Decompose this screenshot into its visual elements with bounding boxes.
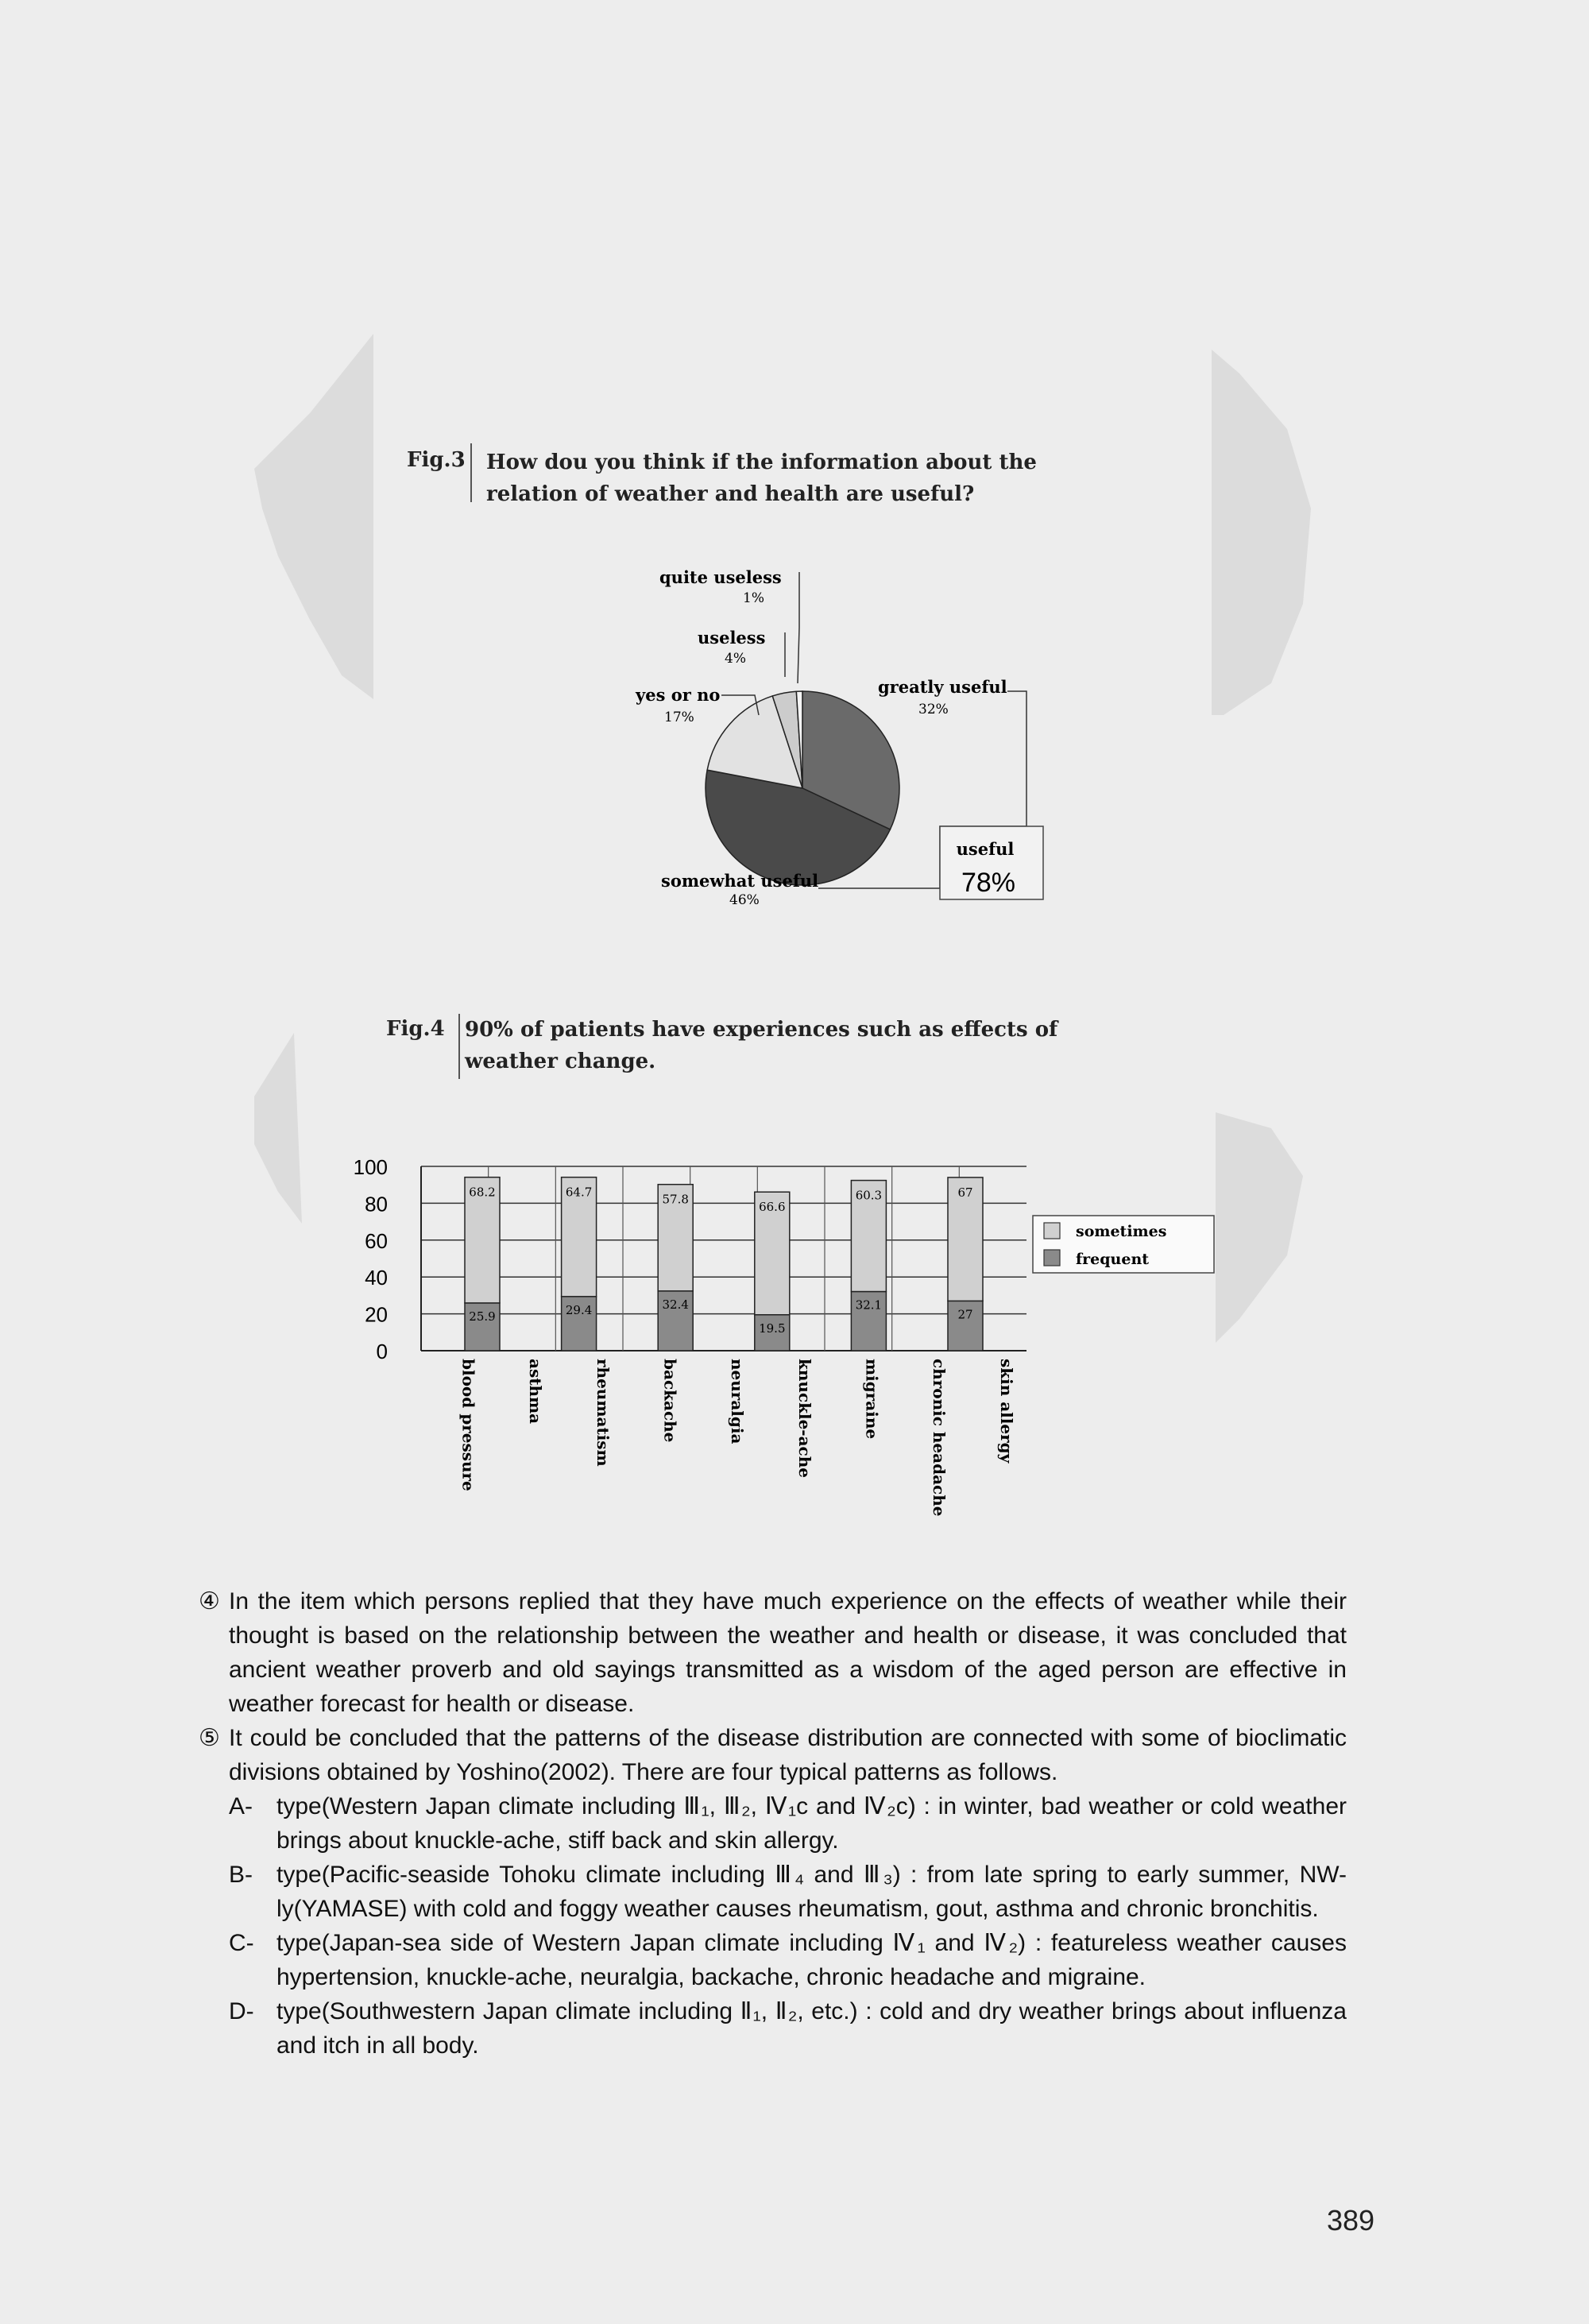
legend-swatch-frequent [1044,1250,1060,1266]
category-label-asthma: asthma [526,1359,546,1425]
ytick-label-60: 60 [365,1228,388,1253]
pattern-a-text: type(Western Japan climate including Ⅲ₁, Ⅲ₂, Ⅳ₁c and Ⅳ₂c) : in winter, bad weather or cold weather brings about knuckle-ache, stiff back and skin allergy. [276,1793,1347,1854]
fig3-title-line1: How dou you think if the information about the [486,450,1037,474]
pattern-a [199,1789,1347,1858]
bar-label-sometimes: 67 [957,1185,973,1200]
useful-summary-label: useful [956,839,1015,859]
conclusion-item-5 [199,1721,1347,1789]
pattern-b-text: type(Pacific-seaside Tohoku climate including Ⅲ₄ and Ⅲ₃) : from late spring to early summer, NW-ly(YAMASE) with cold and foggy weather causes rheumatism, gout, asthma and chronic bronchitis. [276,1862,1347,1922]
ytick-label-40: 40 [365,1266,388,1290]
fig4-title-line1: 90% of patients have experiences such as effects of [465,1018,1058,1042]
legend-label-sometimes: sometimes [1076,1223,1167,1240]
category-label-rheumatism: rheumatism [593,1359,613,1467]
bar-label-sometimes: 57.8 [662,1192,689,1207]
useful-summary-value: 78% [961,868,1016,898]
ytick-label-100: 100 [353,1155,388,1179]
item4-text: In the item which persons replied that they have much experience on the effects of weather while their thought is based on the relationship between the weather and health or disease, it was concluded that ancient weather proverb and old sayings transmitted as a wisdom of the aged person are effective in weather forecast for health or disease. [229,1588,1347,1717]
ytick-label-0: 0 [376,1340,388,1363]
pattern-d-text: type(Southwestern Japan climate including Ⅱ₁, Ⅱ₂, etc.) : cold and dry weather brings about influenza and itch in all body. [276,1998,1347,2059]
pie-label-yes-or-no: yes or no [636,685,721,705]
pattern-c-label: C- [229,1930,254,1956]
category-label-chronic-headache: chronic headache [930,1359,949,1517]
legend-label-frequent: frequent [1076,1251,1150,1268]
legend-swatch-sometimes [1044,1223,1060,1239]
pattern-c-text: type(Japan-sea side of Western Japan climate including Ⅳ₁ and Ⅳ₂) : featureless weather causes hypertension, knuckle-ache, neuralgia, backache, chronic headache and migraine. [276,1930,1347,1990]
pattern-a-label: A- [229,1793,253,1819]
pie-label-quite-useless: quite useless [659,567,782,587]
pie-pct-quite-useless: 1% [743,590,764,606]
bar-label-frequent: 25.9 [469,1309,496,1324]
pie-pct-useless: 4% [725,651,746,667]
category-label-knuckle-ache: knuckle-ache [794,1359,814,1478]
bar-label-sometimes: 64.7 [565,1185,593,1200]
pie-pct-yes-or-no: 17% [664,710,694,725]
bar-label-frequent: 27 [957,1307,973,1322]
pattern-b [199,1858,1347,1926]
item5-text: It could be concluded that the patterns of the disease distribution are connected with some of bioclimatic divisions obtained by Yoshino(2002). There are four typical patterns as follows. [229,1725,1347,1785]
bar-label-frequent: 32.4 [662,1297,689,1312]
item4-marker: ④ [199,1588,220,1614]
pattern-b-label: B- [229,1862,253,1888]
pattern-d-label: D- [229,1998,254,2024]
pie-label-useless: useless [698,628,766,648]
fig3-label: Fig.3 [407,448,466,472]
pie-label-somewhat-useful: somewhat useful [661,871,819,891]
category-label-backache: backache [660,1359,680,1443]
page-number: 389 [1327,2204,1375,2237]
bar-label-sometimes: 66.6 [759,1200,786,1215]
category-label-migraine: migraine [862,1359,882,1440]
bar-label-frequent: 19.5 [759,1321,786,1336]
pattern-d [199,1994,1347,2063]
ytick-label-20: 20 [365,1302,388,1327]
bar-label-frequent: 32.1 [855,1297,883,1313]
fig4-label: Fig.4 [386,1017,445,1041]
bar-label-frequent: 29.4 [565,1302,593,1317]
category-label-neuralgia: neuralgia [728,1359,748,1444]
pie-pct-somewhat-useful: 46% [729,892,760,908]
fig4-title-line2: weather change. [465,1050,656,1073]
bar-label-sometimes: 68.2 [469,1185,496,1200]
conclusion-item-4 [199,1584,1347,1721]
pattern-c [199,1926,1347,1994]
pie-pct-greatly-useful: 32% [918,702,949,717]
ytick-label-80: 80 [365,1192,388,1216]
fig3-title-line2: relation of weather and health are useful? [486,482,975,506]
category-label-blood-pressure: blood pressure [458,1359,478,1491]
pie-label-greatly-useful: greatly useful [878,677,1007,697]
bar-label-sometimes: 60.3 [855,1188,883,1203]
conclusion-text [199,1584,1347,2063]
category-label-skin-allergy: skin allergy [996,1359,1016,1464]
item5-marker: ⑤ [199,1725,220,1751]
